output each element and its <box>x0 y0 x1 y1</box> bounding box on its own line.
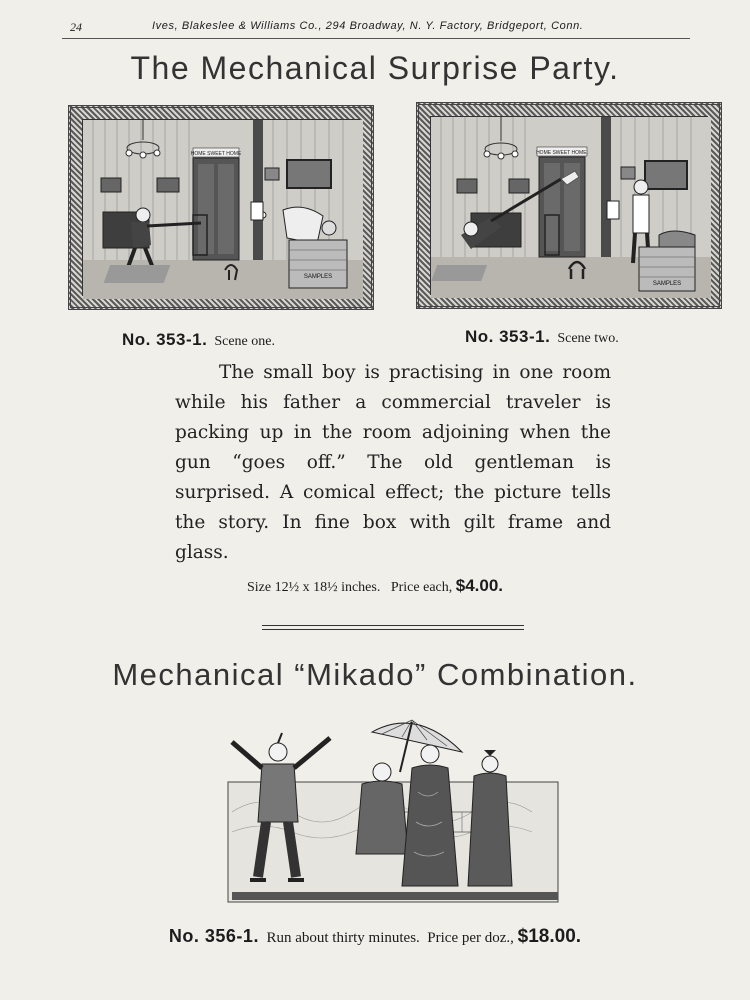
scene-one-catalog-number: No. 353-1. <box>122 330 208 349</box>
scene-two-trunk-label: SAMPLES <box>652 281 682 287</box>
scene-two-picture <box>416 102 722 309</box>
section-divider-bottom <box>262 629 524 630</box>
running-head: Ives, Blakeslee & Williams Co., 294 Broadway, N. Y. Factory, Bridgeport, Conn. <box>152 20 584 32</box>
mikado-illustration <box>222 712 562 912</box>
scene-one-door-sign: HOME SWEET HOME <box>190 151 242 157</box>
scene-one-trunk-label: SAMPLES <box>303 274 333 280</box>
scene-two-door-sign: HOME SWEET HOME. <box>536 150 588 156</box>
section-title-surprise-party: The Mechanical Surprise Party. <box>130 50 620 86</box>
mikado-caption-line <box>0 926 750 948</box>
scene-one-illustration <box>83 120 363 299</box>
page-number: 24 <box>70 20 82 34</box>
scene-two-caption <box>465 327 619 347</box>
price-value: $4.00. <box>455 576 504 595</box>
scene-two-catalog-number: No. 353-1. <box>465 327 551 346</box>
scene-two-label: Scene two. <box>557 331 619 346</box>
mikado-price-value: $18.00. <box>517 926 582 947</box>
section-title-mikado: Mechanical “Mikado” Combination. <box>112 657 638 692</box>
surprise-party-description: The small boy is practising in one room while his father a commercial traveler is packing up in the room adjoining when the gun “goes off.” The old gentleman is surprised. A comical effect; the picture tells the story. In fine box with gilt frame and glass. <box>175 362 611 563</box>
scene-two-illustration <box>431 117 711 298</box>
header-rule <box>62 38 690 39</box>
mikado-catalog-number: No. 356-1. <box>168 926 259 946</box>
scene-one-caption <box>122 330 275 350</box>
section-divider-top <box>262 625 524 626</box>
size-price-line <box>0 576 750 596</box>
price-label: Price each, <box>390 580 453 595</box>
mikado-price-label: Price per doz., <box>427 930 514 946</box>
scene-one-label: Scene one. <box>214 334 275 349</box>
size-label: Size 12½ x 18½ inches. <box>246 580 381 595</box>
mikado-run-text: Run about thirty minutes. <box>266 930 420 946</box>
scene-one-picture <box>68 105 374 310</box>
